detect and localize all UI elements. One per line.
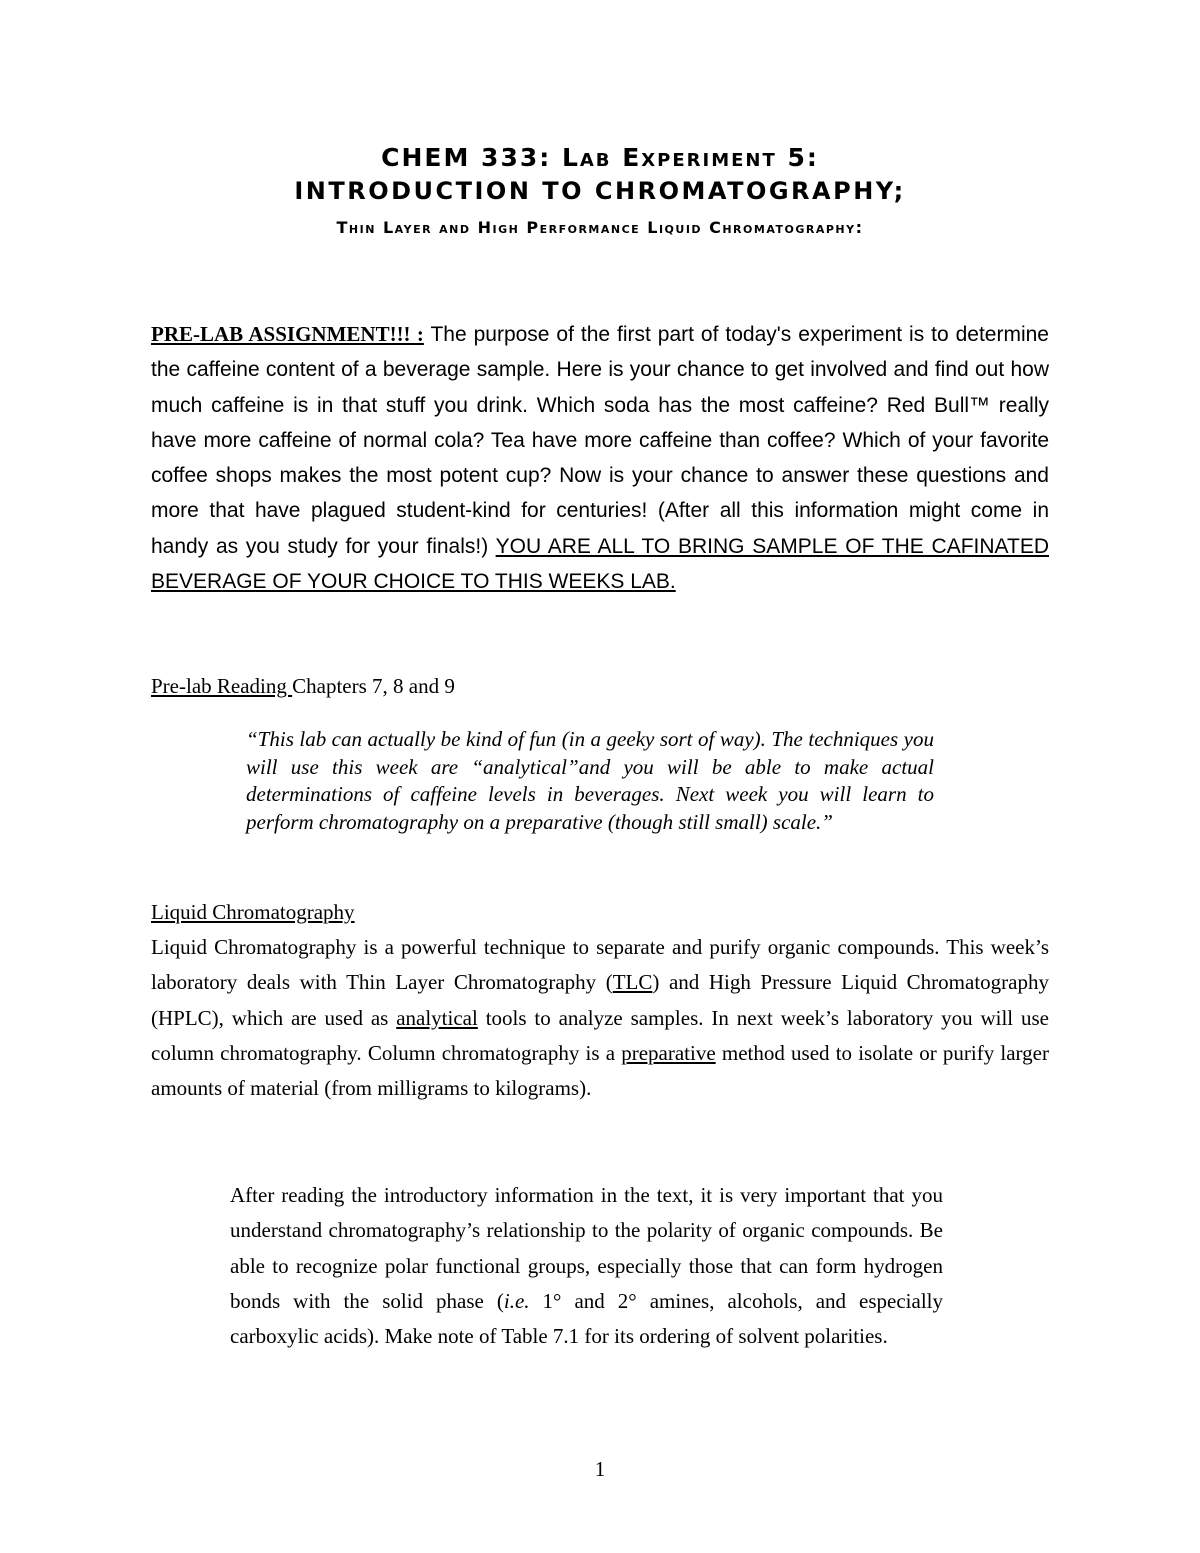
preparative-term: preparative [621, 1040, 716, 1065]
prelab-paragraph [151, 317, 1049, 599]
experiment-subtitle: Thin Layer and High Performance Liquid Chromatography: [336, 218, 864, 237]
lc-text-3: tools to analyze samples. In next week’s laboratory you will use column chromatography. Column chromatography is a [151, 1005, 1049, 1065]
liquid-chromatography-paragraph [151, 930, 1049, 1106]
title-block [0, 142, 1200, 240]
page-number: 1 [594, 1457, 606, 1481]
prelab-instruction: YOU ARE ALL TO BRING SAMPLE OF THE CAFINATED BEVERAGE OF YOUR CHOICE TO THIS WEEKS LAB. [151, 534, 1049, 594]
quote-block: “This lab can actually be kind of fun (in a geeky sort of way). The techniques you will use this week are “analytical”and you will be able to make actual determinations of caffeine levels in beverages. Next week you will learn to perform chromatography on a preparative (though still small) scale.” [246, 727, 934, 834]
course-title: CHEM 333: Lab Experiment 5: [381, 143, 819, 172]
analytical-term: analytical [396, 1005, 478, 1030]
prelab-reading [151, 672, 455, 700]
note-text-2: 1° and 2° amines, alcohols, and especially carboxylic acids). Make note of Table 7.1 for its ordering of solvent polarities. [230, 1288, 944, 1349]
prelab-text: The purpose of the first part of today's experiment is to determine the caffeine content of a beverage sample. Here is your chance to get involved and find out how much caffeine is in that stuff you drink. Which soda has the most caffeine? Red Bull™ really have more caffeine of normal cola? Tea have more caffeine than coffee? Which of your favorite coffee shops makes the most potent cup? Now is your chance to answer these questions and more that have plagued student-kind for centuries! (After all this information might come in handy as you study for your finals!) [151, 323, 1049, 558]
prelab-label: PRE-LAB ASSIGNMENT!!! : [151, 322, 424, 346]
reading-note-paragraph [230, 1178, 943, 1354]
tlc-term: TLC [612, 970, 653, 995]
section-heading-liquid-chromatography: Liquid Chromatography [151, 900, 355, 924]
reading-chapters: Chapters 7, 8 and 9 [292, 674, 455, 698]
ie-abbreviation: i.e. [503, 1288, 530, 1313]
lc-text-1: Liquid Chromatography is a powerful technique to separate and purify organic compounds. This week’s laboratory deals with Thin Layer Chromatography ( [151, 935, 1049, 995]
experiment-title: INTRODUCTION TO CHROMATOGRAPHY; [294, 177, 906, 205]
lc-text-4: method used to isolate or purify larger amounts of material (from milligrams to kilograms). [151, 1040, 1049, 1101]
lc-text-2: ) and High Pressure Liquid Chromatography (HPLC), which are used as [151, 970, 1049, 1030]
note-text-1: After reading the introductory information in the text, it is very important that you understand chromatography’s relationship to the polarity of organic compounds. Be able to recognize polar functional groups, especially those that can form hydrogen bonds with the solid phase ( [230, 1183, 943, 1313]
reading-label: Pre-lab Reading [151, 674, 293, 698]
